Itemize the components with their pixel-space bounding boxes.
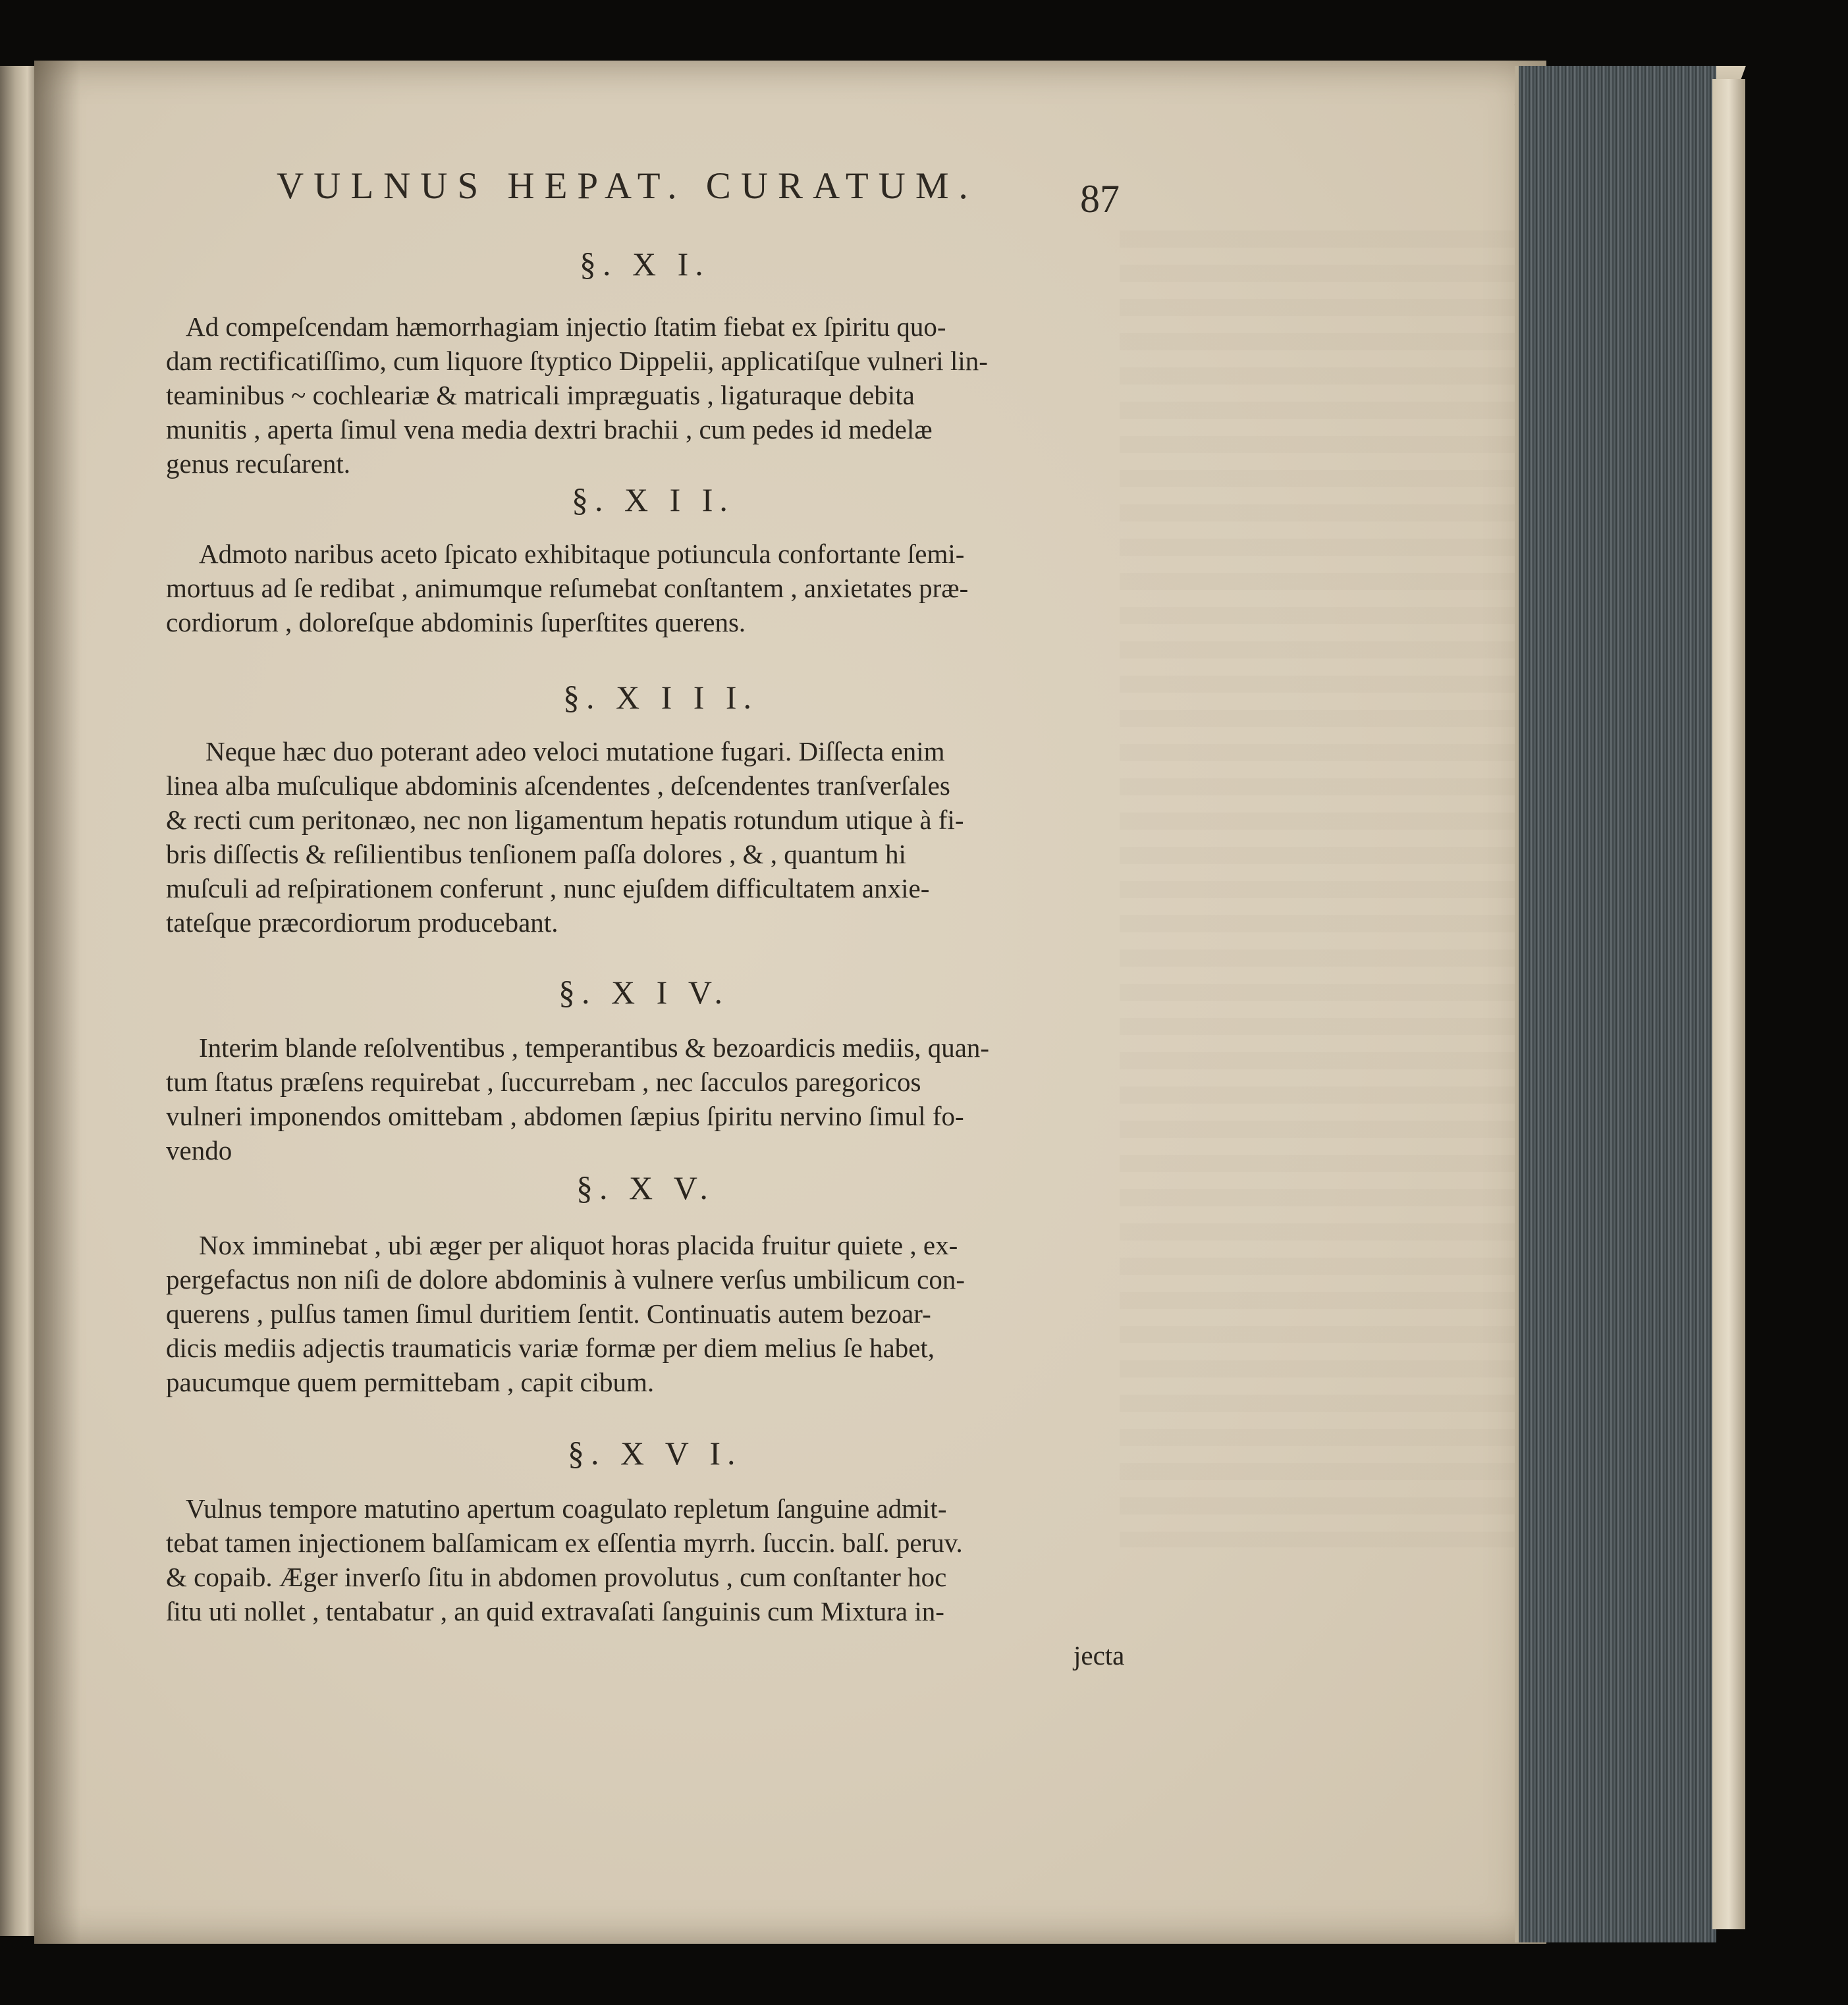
text-line: pergefactus non niſi de dolore abdominis à vulnere verſus umbilicum con-: [166, 1264, 965, 1295]
text-line: genus recuſarent.: [166, 448, 351, 479]
text-line: dam rectificatiſſimo, cum liquore ſtyptico Dippelii, applicatiſque vulneri lin-: [166, 346, 988, 376]
paragraph-xi: [166, 309, 1134, 481]
section-heading-xi: §. X I.: [580, 246, 710, 282]
text-line: linea alba muſculique abdominis aſcendentes , deſcendentes tranſverſales: [166, 770, 950, 801]
text-line: tum ſtatus præſens requirebat , ſuccurrebam , nec ſacculos paregoricos: [166, 1067, 921, 1097]
text-line: muſculi ad reſpirationem conferunt , nunc ejuſdem difficultatem anxie-: [166, 873, 930, 903]
text-line: & recti cum peritonæo, nec non ligamentum hepatis rotundum utique à fi-: [166, 805, 964, 835]
text-line: tateſque præcordiorum producebant.: [166, 907, 558, 938]
text-line: ſitu uti nollet , tentabatur , an quid extravaſati ſanguinis cum Mixtura in-: [166, 1596, 944, 1626]
previous-page-edge: [0, 66, 34, 1936]
page-number: 87: [1080, 177, 1120, 221]
ink-bleed-through: [1120, 230, 1515, 1547]
section-heading-xvi: §. X V I.: [568, 1435, 742, 1472]
section-heading-xii: §. X I I.: [572, 481, 734, 518]
page-block-fore-edge: [1515, 66, 1716, 1942]
text-line: cordiorum , doloreſque abdominis ſuperſtites querens.: [166, 607, 746, 637]
text-line: Nox imminebat , ubi æger per aliquot horas placida fruitur quiete , ex-: [199, 1230, 958, 1260]
paragraph-xii: [166, 537, 1134, 639]
text-line: bris diſſectis & reſilientibus tenſionem paſſa dolores , & , quantum hi: [166, 839, 906, 869]
text-line: mortuus ad ſe redibat , animumque reſumebat conſtantem , anxietates præ-: [166, 573, 969, 603]
paragraph-xiv: [166, 1030, 1134, 1167]
text-line: vendo: [166, 1135, 232, 1165]
text-line: munitis , aperta ſimul vena media dextri brachii , cum pedes id medelæ: [166, 414, 933, 444]
text-line: Admoto naribus aceto ſpicato exhibitaque potiuncula confortante ſemi-: [199, 539, 965, 569]
text-line: & copaib. Æger inverſo ſitu in abdomen provolutus , cum conſtanter hoc: [166, 1562, 947, 1592]
section-heading-xiv: §. X I V.: [558, 974, 730, 1011]
section-heading-xv: §. X V.: [576, 1169, 715, 1206]
text-line: querens , pulſus tamen ſimul duritiem ſentit. Continuatis autem bezoar-: [166, 1298, 931, 1329]
paragraph-xiii: [166, 734, 1134, 940]
text-line: Ad compeſcendam hæmorrhagiam injectio ſtatim fiebat ex ſpiritu quo-: [186, 311, 946, 342]
text-line: Vulnus tempore matutino apertum coagulato repletum ſanguine admit-: [186, 1493, 947, 1524]
text-line: Neque hæc duo poterant adeo veloci mutatione fugari. Diſſecta enim: [205, 736, 945, 766]
text-line: tebat tamen injectionem balſamicam ex eſſentia myrrh. ſuccin. balſ. peruv.: [166, 1528, 963, 1558]
text-line: dicis mediis adjectis traumaticis variæ formæ per diem melius ſe habet,: [166, 1333, 935, 1363]
gutter-shadow: [34, 61, 80, 1944]
paragraph-xvi: [166, 1491, 1134, 1628]
book-cover-edge: [1712, 79, 1745, 1929]
text-line: teaminibus ~ cochleariæ & matricali impræguatis , ligaturaque debita: [166, 380, 915, 410]
running-title: VULNUS HEPAT. CURATUM.: [277, 165, 978, 207]
text-line: paucumque quem permittebam , capit cibum.: [166, 1367, 655, 1397]
catchword: jecta: [1073, 1640, 1125, 1671]
section-heading-xiii: §. X I I I.: [563, 679, 759, 716]
text-line: vulneri imponendos omittebam , abdomen ſæpius ſpiritu nervino ſimul fo-: [166, 1101, 964, 1131]
text-line: Interim blande reſolventibus , temperantibus & bezoardicis mediis, quan-: [199, 1032, 990, 1063]
paragraph-xv: [166, 1228, 1134, 1399]
